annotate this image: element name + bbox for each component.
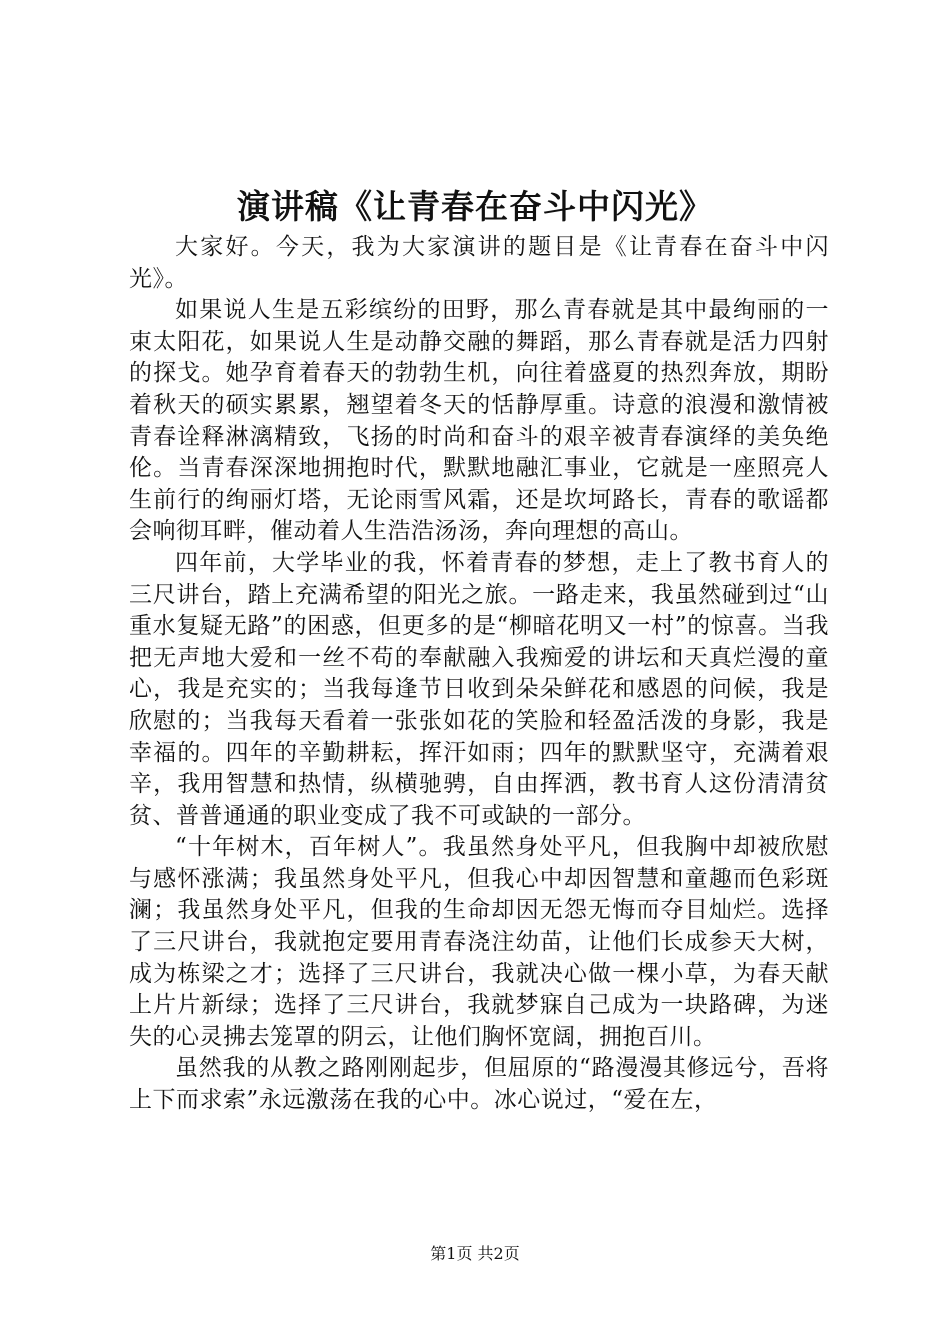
paragraph: 如果说人生是五彩缤纷的田野，那么青春就是其中最绚丽的一束太阳花，如果说人生是动静交融的舞蹈，那么青春就是活力四射的探戈。她孕育着春天的勃勃生机，向往着盛夏的热烈奔放，期盼着秋天的硕实累累，翘望着冬天的恬静厚重。诗意的浪漫和激情被青春诠释淋漓精致，飞扬的时尚和奋斗的艰辛被青春演绎的美奂绝伦。当青春深深地拥抱时代，默默地融汇事业，它就是一座照亮人生前行的绚丽灯塔，无论雨雪风霜，还是坎坷路长，青春的歌谣都会响彻耳畔，催动着人生浩浩汤汤，奔向理想的高山。: [129, 297, 829, 545]
document-title: 演讲稿《让青春在奋斗中闪光》: [237, 187, 713, 226]
paragraph: 四年前，大学毕业的我，怀着青春的梦想，走上了教书育人的三尺讲台，踏上充满希望的阳光之旅。一路走来，我虽然碰到过“山重水复疑无路”的困惑，但更多的是“柳暗花明又一村”的惊喜。当我把无声地大爱和一丝不苟的奉献融入我痴爱的讲坛和天真烂漫的童心，我是充实的；当我每逢节日收到朵朵鲜花和感恩的问候，我是欣慰的；当我每天看着一张张如花的笑脸和轻盈活泼的身影，我是幸福的。四年的辛勤耕耘，挥汗如雨；四年的默默坚守，充满着艰辛，我用智慧和热情，纵横驰骋，自由挥洒，教书育人这份清清贫贫、普普通通的职业变成了我不可或缺的一部分。: [129, 549, 829, 829]
paragraph: 虽然我的从教之路刚刚起步，但屈原的“路漫漫其修远兮，吾将上下而求索”永远激荡在我的心中。冰心说过，“爱在左，: [129, 1055, 829, 1114]
document-body: [129, 232, 829, 1117]
page-footer: 第1页 共2页: [430, 1244, 520, 1263]
paragraph: “十年树木，百年树人”。我虽然身处平凡，但我胸中却被欣慰与感怀涨满；我虽然身处平凡，但我心中却因智慧和童趣而色彩斑澜；我虽然身处平凡，但我的生命却因无怨无悔而夺目灿烂。选择了三尺讲台，我就抱定要用青春浇注幼苗，让他们长成参天大树，成为栋梁之才；选择了三尺讲台，我就决心做一棵小草，为春天献上片片新绿；选择了三尺讲台，我就梦寐自己成为一块路碑，为迷失的心灵拂去笼罩的阴云，让他们胸怀宽阔，拥抱百川。: [129, 834, 829, 1050]
paragraph: 大家好。今天，我为大家演讲的题目是《让青春在奋斗中闪光》。: [129, 234, 829, 292]
